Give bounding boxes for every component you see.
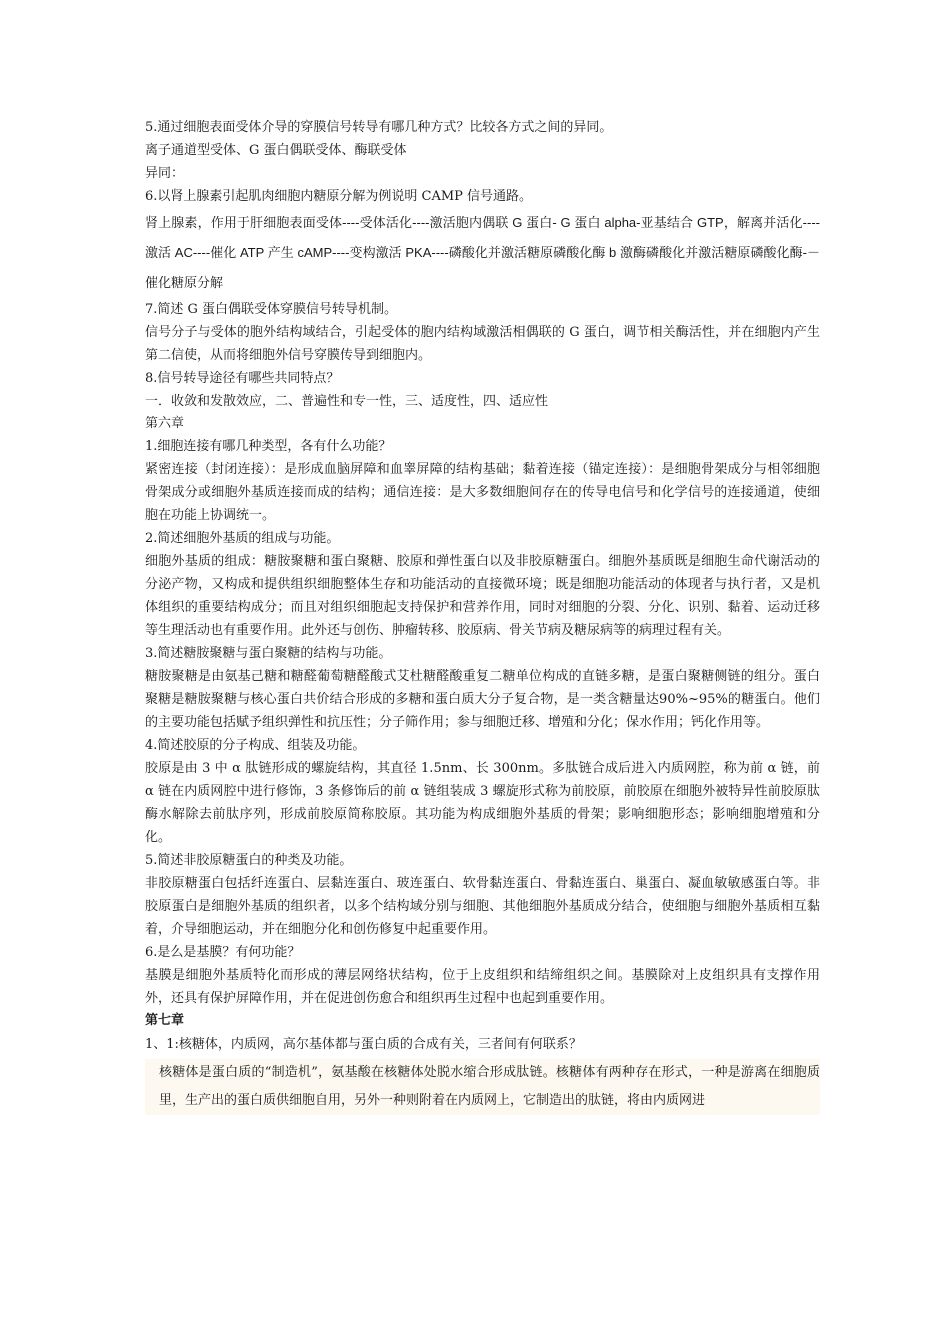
question-3: 3.简述糖胺聚糖与蛋白聚糖的结构与功能。 — [145, 646, 392, 661]
question-6b: 6.是么是基膜？有何功能？ — [145, 945, 301, 960]
answer-text: 信号分子与受体的胞外结构域结合，引起受体的胞内结构域激活相偶联的 G 蛋白，调节相关酶活性，并在细胞内产生第二信使，从而将细胞外信号穿膜传导到细胞内。 — [145, 325, 820, 363]
document-page — [145, 116, 820, 1115]
answer-text: 基膜是细胞外基质特化而形成的薄层网络状结构，位于上皮组织和结缔组织之间。基膜除对上皮组织具有支撑作用外，还具有保护屏障作用，并在促进创伤愈合和组织再生过程中也起到重要作用。 — [145, 968, 820, 1006]
answer-text: 离子通道型受体、G 蛋白偶联受体、酶联受体 — [145, 143, 407, 158]
question-5: 5.通过细胞表面受体介导的穿膜信号转导有哪几种方式？比较各方式之间的异同。 — [145, 120, 613, 135]
chapter-heading-7: 第七章 — [145, 1013, 185, 1028]
answer-text: 紧密连接（封闭连接）：是形成血脑屏障和血睾屏障的结构基础；黏着连接（锚定连接）：是细胞骨架成分与相邻细胞骨架成分或细胞外基质连接而成的结构；通信连接：是大多数细胞间存在的传导电信号和化学信号的连接通道，使细胞在功能上协调统一。 — [145, 462, 820, 523]
question-4: 4.简述胶原的分子构成、组装及功能。 — [145, 738, 366, 753]
question-7-1: 1、1:核糖体，内质网，高尔基体都与蛋白质的合成有关，三者间有何联系？ — [145, 1037, 582, 1052]
answer-text: 非胶原糖蛋白包括纤连蛋白、层黏连蛋白、玻连蛋白、软骨黏连蛋白、骨黏连蛋白、巢蛋白、凝血敏敏感蛋白等。非胶原蛋白是细胞外基质的组织者，以多个结构域分别与细胞、其他细胞外基质成分结合，使细胞与细胞外基质相互黏着，介导细胞运动，并在细胞分化和创伤修复中起重要作用。 — [145, 876, 820, 937]
answer-text: 细胞外基质的组成：糖胺聚糖和蛋白聚糖、胶原和弹性蛋白以及非胶原糖蛋白。细胞外基质既是细胞生命代谢活动的分泌产物，又构成和提供组织细胞整体生存和功能活动的直接微环境；既是细胞功能活动的体现者与执行者，又是机体组织的重要结构成分；而且对组织细胞起支持保护和营养作用，同时对细胞的分裂、分化、识别、黏着、运动迁移等生理活动也有重要作用。此外还与创伤、肿瘤转移、胶原病、骨关节病及糖尿病等的病理过程有关。 — [145, 554, 820, 638]
answer-camp-pathway: 肾上腺素，作用于肝细胞表面受体----受体活化----激活胞内偶联 G 蛋白- G 蛋白 alpha-亚基结合 GTP，解离并活化----激活 AC----催化 ATP 产生 cAMP----变构激活 PKA----磷酸化并激活糖原磷酸化酶 b 激酶磷酸化并激活糖原磷酸化酶-－催化糖原分解 — [145, 215, 820, 290]
question-5b: 5.简述非胶原糖蛋白的种类及功能。 — [145, 853, 353, 868]
question-7: 7.简述 G 蛋白偶联受体穿膜信号转导机制。 — [145, 302, 398, 317]
answer-text: 异同： — [145, 166, 185, 181]
chapter-heading-6: 第六章 — [145, 416, 185, 431]
question-6: 6.以肾上腺素引起肌肉细胞内糖原分解为例说明 CAMP 信号通路。 — [145, 189, 533, 204]
question-2: 2.简述细胞外基质的组成与功能。 — [145, 531, 340, 546]
question-1: 1.细胞连接有哪几种类型，各有什么功能？ — [145, 439, 392, 454]
answer-text: 胶原是由 3 中 α 肽链形成的螺旋结构，其直径 1.5nm、长 300nm。多肽链合成后进入内质网腔，称为前 α 链，前 α 链在内质网腔中进行修饰，3 条修饰后的前 α 链组装成 3 螺旋形式称为前胶原，前胶原在细胞外被特异性前胶原肽酶水解除去前肽序列，形成前胶原简称胶原。其功能为构成细胞外基质的骨架；影响细胞形态；影响细胞增殖和分化。 — [145, 761, 820, 845]
highlighted-answer: 核糖体是蛋白质的“制造机”，氨基酸在核糖体处脱水缩合形成肽链。核糖体有两种存在形式，一种是游离在细胞质里，生产出的蛋白质供细胞自用，另外一种则附着在内质网上，它制造出的肽链，将由内质网进 — [145, 1059, 820, 1115]
question-8: 8.信号转导途径有哪些共同特点？ — [145, 371, 340, 386]
answer-text: 糖胺聚糖是由氨基己糖和糖醛葡萄糖醛酸式艾杜糖醛酸重复二糖单位构成的直链多糖，是蛋白聚糖侧链的组分。蛋白聚糖是糖胺聚糖与核心蛋白共价结合形成的多糖和蛋白质大分子复合物，是一类含糖量达90%~95%的糖蛋白。他们的主要功能包括赋予组织弹性和抗压性；分子筛作用；参与细胞迁移、增殖和分化；保水作用；钙化作用等。 — [145, 669, 820, 730]
answer-text: 一．收敛和发散效应，二、普遍性和专一性，三、适度性，四、适应性 — [145, 394, 549, 409]
